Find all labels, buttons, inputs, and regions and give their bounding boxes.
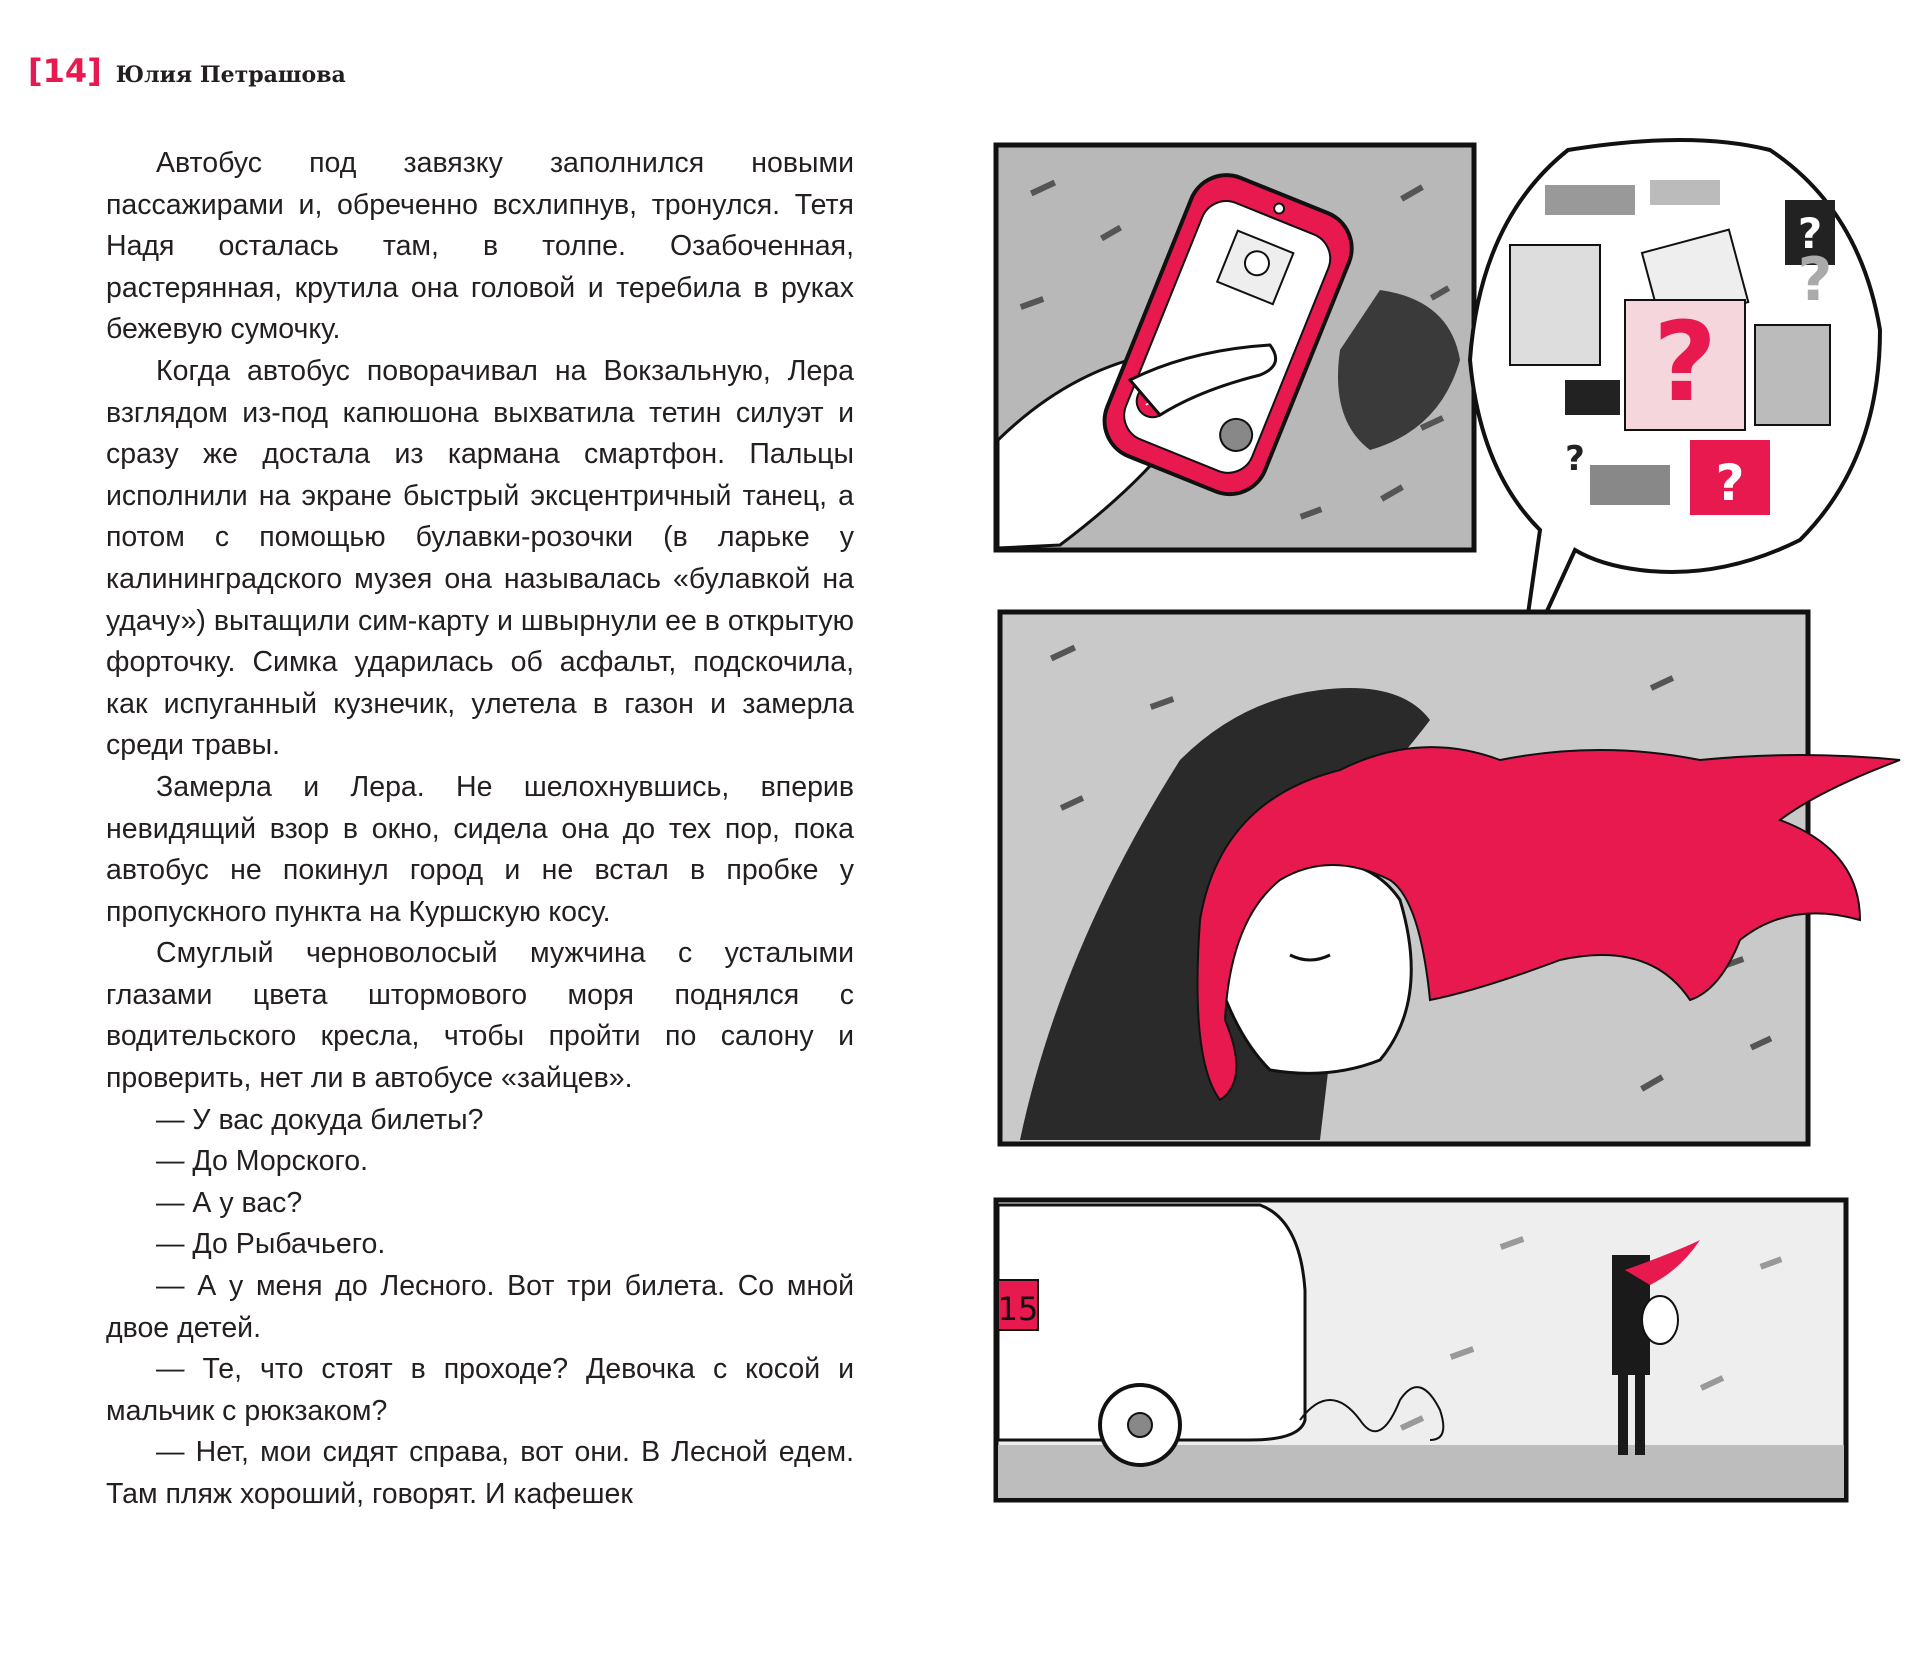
dialogue-line: — До Морского. (156, 1145, 368, 1178)
svg-text:?: ? (1715, 454, 1745, 512)
dialogue-line: — У вас докуда билеты? (156, 1103, 484, 1136)
dialogue-line: — Нет, мои сидят справа, вот они. В Лесной едем. Там пляж хороший, говорят. И кафешек (106, 1436, 854, 1510)
svg-text:?: ? (1653, 298, 1717, 426)
paragraph: Автобус под завязку заполнился новыми пассажирами и, обреченно всхлипнув, тронулся. Тетя Надя осталась там, в толпе. Озабоченная, растерянная, крутила она головой и теребила в руках бежевую сумочку. (106, 147, 854, 346)
dialogue-line: — А у меня до Лесного. Вот три билета. Со мной двое детей. (106, 1270, 854, 1344)
paragraph: Замерла и Лера. Не шелохнувшись, вперив невидящий взор в окно, сидела она до тех пор, пока автобус не покинул город и не встал в пробке у пропускного пункта на Куршскую косу. (106, 770, 854, 928)
svg-text:?: ? (1797, 209, 1823, 258)
bus-number: 15 (997, 1290, 1039, 1328)
dialogue-line: — Те, что стоят в проходе? Девочка с косой и мальчик с рюкзаком? (106, 1353, 854, 1427)
paragraph: Смуглый черноволосый мужчина с усталыми глазами цвета штормового моря поднялся с водительского кресла, чтобы пройти по салону и проверить, нет ли в автобусе «зайцев». (106, 937, 854, 1095)
panel-bus (996, 1200, 1846, 1500)
panel-phone (996, 145, 1474, 550)
page-number: [14] (28, 52, 102, 90)
text-column (106, 143, 854, 1516)
comic-illustration (985, 130, 1905, 1530)
author-name: Юлия Петрашова (115, 62, 346, 88)
svg-text:?: ? (1797, 245, 1833, 315)
panel-girl (1000, 612, 1900, 1144)
thought-bubble (1470, 140, 1880, 670)
paragraph: Когда автобус поворачивал на Вокзальную, Лера взглядом из-под капюшона выхватила тетин силуэт и сразу же достала из кармана смартфон. Пальцы исполнили на экране быстрый эксцентричный танец, а потом с помощью булавки-розочки (в ларьке у калининградского музея она называлась «булавкой на удачу») вытащили сим-карту и швырнули ее в открытую форточку. Симка ударилась об асфальт, подскочила, как испуганный кузнечик, улетела в газон и замерла среди травы. (106, 354, 854, 762)
page-header (28, 52, 346, 90)
dialogue-line: — А у вас? (156, 1186, 303, 1219)
svg-text:?: ? (1565, 439, 1585, 479)
dialogue-line: — До Рыбачьего. (156, 1228, 386, 1261)
